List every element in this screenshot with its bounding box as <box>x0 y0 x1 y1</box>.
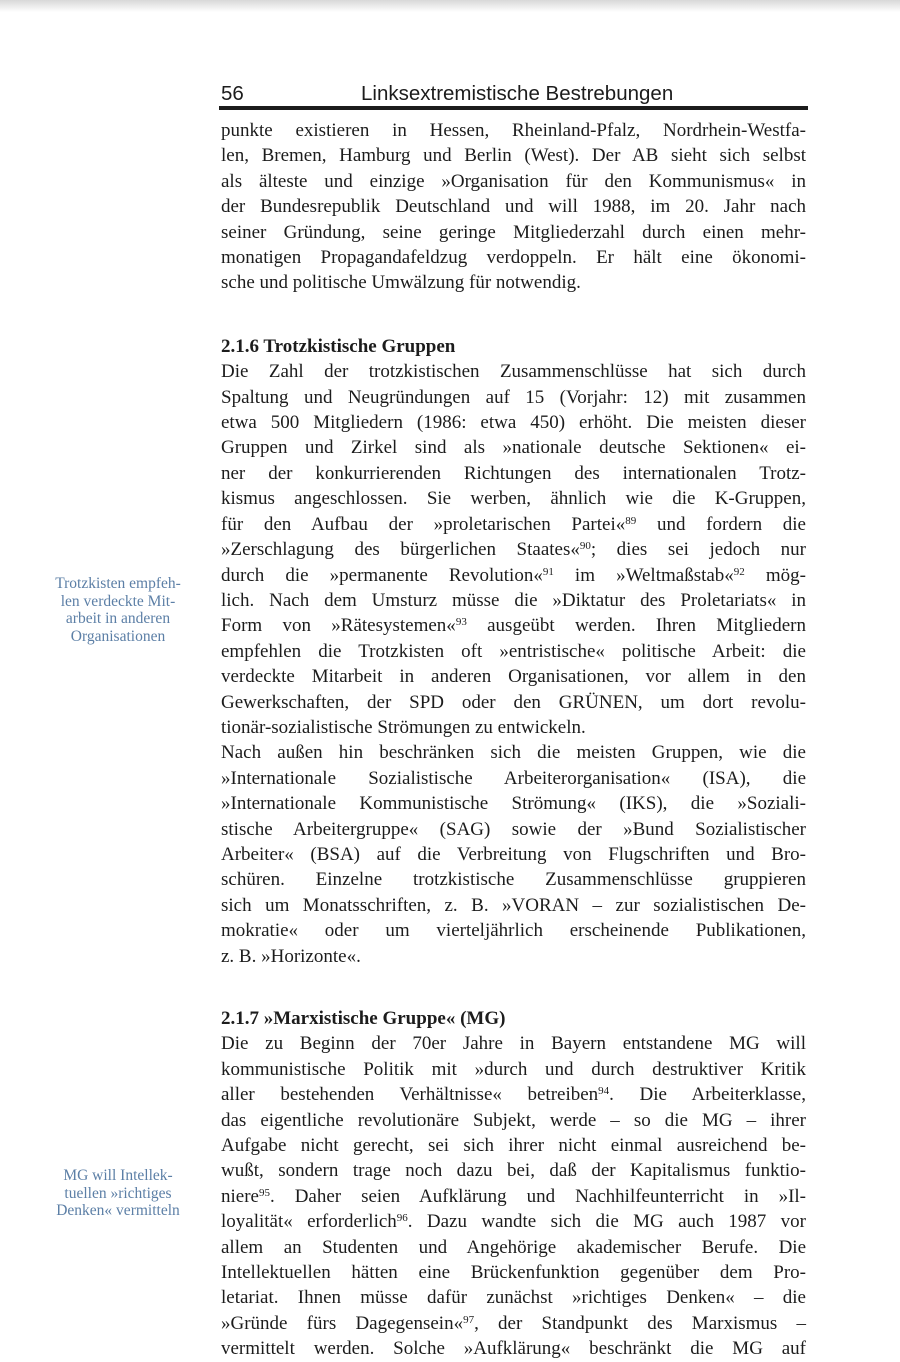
footnote-ref-94: 94 <box>598 1085 610 1098</box>
footnote-ref-90: 90 <box>579 540 591 553</box>
text-line: Arbeiter« (BSA) auf die Verbreitung von Flugschriften und Bro- <box>221 843 806 865</box>
margin-note-line: tuellen »richtiges <box>64 1184 172 1202</box>
section-2-1-6-paragraph-1 <box>221 359 806 740</box>
text-segment: für den Aufbau der »proletarischen Partei« <box>221 513 626 535</box>
text-segment: . Dazu wandte sich die MG auch 1987 vor <box>407 1211 806 1233</box>
text-line: kommunistische Politik mit »durch und durch destruktiver Kritik <box>221 1058 806 1080</box>
running-head-title: Linksextremistische Bestrebungen <box>361 82 674 105</box>
text-segment: ; dies sei jedoch nur <box>590 539 807 561</box>
text-line: punkte existieren in Hessen, Rheinland-Pfalz, Nordrhein-Westfa- <box>221 120 806 141</box>
text-segment: , der Standpunkt des Marxismus – <box>474 1312 806 1334</box>
section-gap <box>221 969 806 1006</box>
margin-note-line: MG will Intellek- <box>63 1167 173 1184</box>
text-line: verdeckte Mitarbeit in anderen Organisationen, vor allem in den <box>221 666 806 688</box>
text-line <box>221 563 806 588</box>
text-line <box>221 1209 806 1234</box>
margin-note-line: Trotzkisten empfeh- <box>55 575 181 592</box>
text-line: der Bundesrepublik Deutschland und will 1988, im 20. Jahr nach <box>221 196 806 218</box>
text-line: seiner Gründung, seine geringe Mitgliederzahl durch einen mehr- <box>221 221 806 243</box>
text-segment: durch die »permanente Revolution« <box>221 564 543 586</box>
margin-note-line: len verdeckte Mit- <box>60 592 176 610</box>
text-line: sich um Monatsschriften, z. B. »VORAN – zur sozialistischen De- <box>221 894 806 916</box>
text-line: z. B. »Horizonte«. <box>221 945 361 967</box>
text-line: allem an Studenten und Angehörige akademischer Berufe. Die <box>221 1236 806 1258</box>
text-line: tionär-sozialistische Strömungen zu entwickeln. <box>221 716 586 738</box>
text-line: das eigentliche revolutionäre Subjekt, werde – so die MG – ihrer <box>221 1109 806 1131</box>
text-segment: im »Weltmaßstab« <box>553 564 734 586</box>
footnote-ref-92: 92 <box>733 565 745 578</box>
text-line <box>221 613 806 638</box>
text-segment: ausgeübt werden. Ihren Mitgliedern <box>466 615 807 637</box>
section-gap <box>221 296 806 334</box>
footnote-ref-97: 97 <box>463 1313 475 1326</box>
text-line: Gewerkschaften, der SPD oder den GRÜNEN, um dort revolu- <box>221 691 806 713</box>
text-line: wußt, sondern trage noch dazu bei, daß der Kapitalismus funktio- <box>221 1160 806 1182</box>
text-line: »Internationale Kommunistische Strömung« (IKS), die »Soziali- <box>221 793 806 815</box>
text-line: mokratie« oder um vierteljährlich erscheinende Publikationen, <box>221 920 806 942</box>
section-heading-2-1-6: 2.1.6 Trotzkistische Gruppen <box>221 335 456 357</box>
footnote-ref-91: 91 <box>542 565 554 578</box>
text-line <box>221 1082 806 1107</box>
footnote-ref-93: 93 <box>455 616 467 629</box>
text-line <box>221 1184 806 1209</box>
text-line: stische Arbeitergruppe« (SAG) sowie der »Bund Sozialistischer <box>221 818 806 840</box>
text-line: ner der konkurrierenden Richtungen des internationalen Trotz- <box>221 462 806 484</box>
margin-note-line: Organisationen <box>70 627 166 645</box>
text-line <box>221 1311 806 1336</box>
text-segment: Form von »Rätesystemen« <box>221 615 456 637</box>
section-heading-2-1-7: 2.1.7 »Marxistische Gruppe« (MG) <box>221 1008 506 1029</box>
text-line <box>221 537 806 562</box>
header-rule <box>219 106 808 110</box>
text-segment: aller bestehenden Verhältnisse« betreiben <box>221 1084 599 1106</box>
intro-paragraph <box>221 118 806 296</box>
text-segment: niere <box>221 1185 259 1207</box>
margin-note-mg <box>38 1167 198 1220</box>
text-line: Die Zahl der trotzkistischen Zusammenschlüsse hat sich durch <box>221 361 806 383</box>
footnote-ref-96: 96 <box>396 1212 408 1225</box>
text-line: empfehlen die Trotzkisten oft »entristische« politische Arbeit: die <box>221 640 806 662</box>
text-line: len, Bremen, Hamburg und Berlin (West). Der AB sieht sich selbst <box>221 145 806 167</box>
text-segment: mög- <box>744 564 806 586</box>
main-text-column <box>221 118 806 1362</box>
text-line: lich. Nach dem Umsturz müsse die »Diktatur des Proletariats« in <box>221 589 806 611</box>
text-line: Aufgabe nicht gerecht, sei sich ihrer nicht einmal ausreichend be- <box>221 1135 806 1157</box>
text-line: Intellektuellen hätten eine Brückenfunktion gegenüber dem Pro- <box>221 1262 806 1284</box>
text-segment: . Daher seien Aufklärung und Nachhilfeunterricht in »Il- <box>269 1185 806 1207</box>
section-2-1-7-paragraph <box>221 1031 806 1361</box>
text-line: »Internationale Sozialistische Arbeiterorganisation« (ISA), die <box>221 767 806 789</box>
text-line: Die zu Beginn der 70er Jahre in Bayern entstandene MG will <box>221 1033 806 1055</box>
text-line: Spaltung und Neugründungen auf 15 (Vorjahr: 12) mit zusammen <box>221 386 806 408</box>
text-line: sche und politische Umwälzung für notwendig. <box>221 272 581 294</box>
text-line: Gruppen und Zirkel sind als »nationale deutsche Sektionen« ei- <box>221 437 806 459</box>
text-line: monatigen Propagandafeldzug verdoppeln. Er hält eine ökonomi- <box>221 247 806 269</box>
text-segment: »Gründe fürs Dagegensein« <box>221 1312 464 1334</box>
scan-top-edge <box>0 0 900 12</box>
text-segment: und fordern die <box>636 513 806 535</box>
text-line: schüren. Einzelne trotzkistische Zusammenschlüsse gruppieren <box>221 869 806 891</box>
text-line: etwa 500 Mitgliedern (1986: etwa 450) erhöht. Die meisten dieser <box>221 412 806 434</box>
section-2-1-6-paragraph-2 <box>221 740 806 969</box>
text-segment: loyalität« erforderlich <box>221 1211 397 1233</box>
footnote-ref-95: 95 <box>258 1186 270 1199</box>
text-segment: . Die Arbeiterklasse, <box>609 1084 806 1106</box>
text-segment: »Zerschlagung des bürgerlichen Staates« <box>221 539 580 561</box>
text-line: vermittelt werden. Solche »Aufklärung« beschränkt die MG auf <box>221 1338 806 1360</box>
running-head <box>219 82 808 108</box>
page-number: 56 <box>221 82 244 105</box>
text-line: als älteste und einzige »Organisation für den Kommunismus« in <box>221 170 806 192</box>
margin-note-line: Denken« vermitteln <box>56 1202 180 1220</box>
margin-note-line: arbeit in anderen <box>65 610 171 628</box>
margin-note-trotzkisten <box>38 575 198 645</box>
footnote-ref-89: 89 <box>625 514 637 527</box>
text-line <box>221 512 806 537</box>
text-line: letariat. Ihnen müsse dafür zunächst »richtiges Denken« – die <box>221 1287 806 1309</box>
text-line: Nach außen hin beschränken sich die meisten Gruppen, wie die <box>221 742 806 764</box>
text-line: kismus angeschlossen. Sie werben, ähnlich wie die K-Gruppen, <box>221 488 806 510</box>
